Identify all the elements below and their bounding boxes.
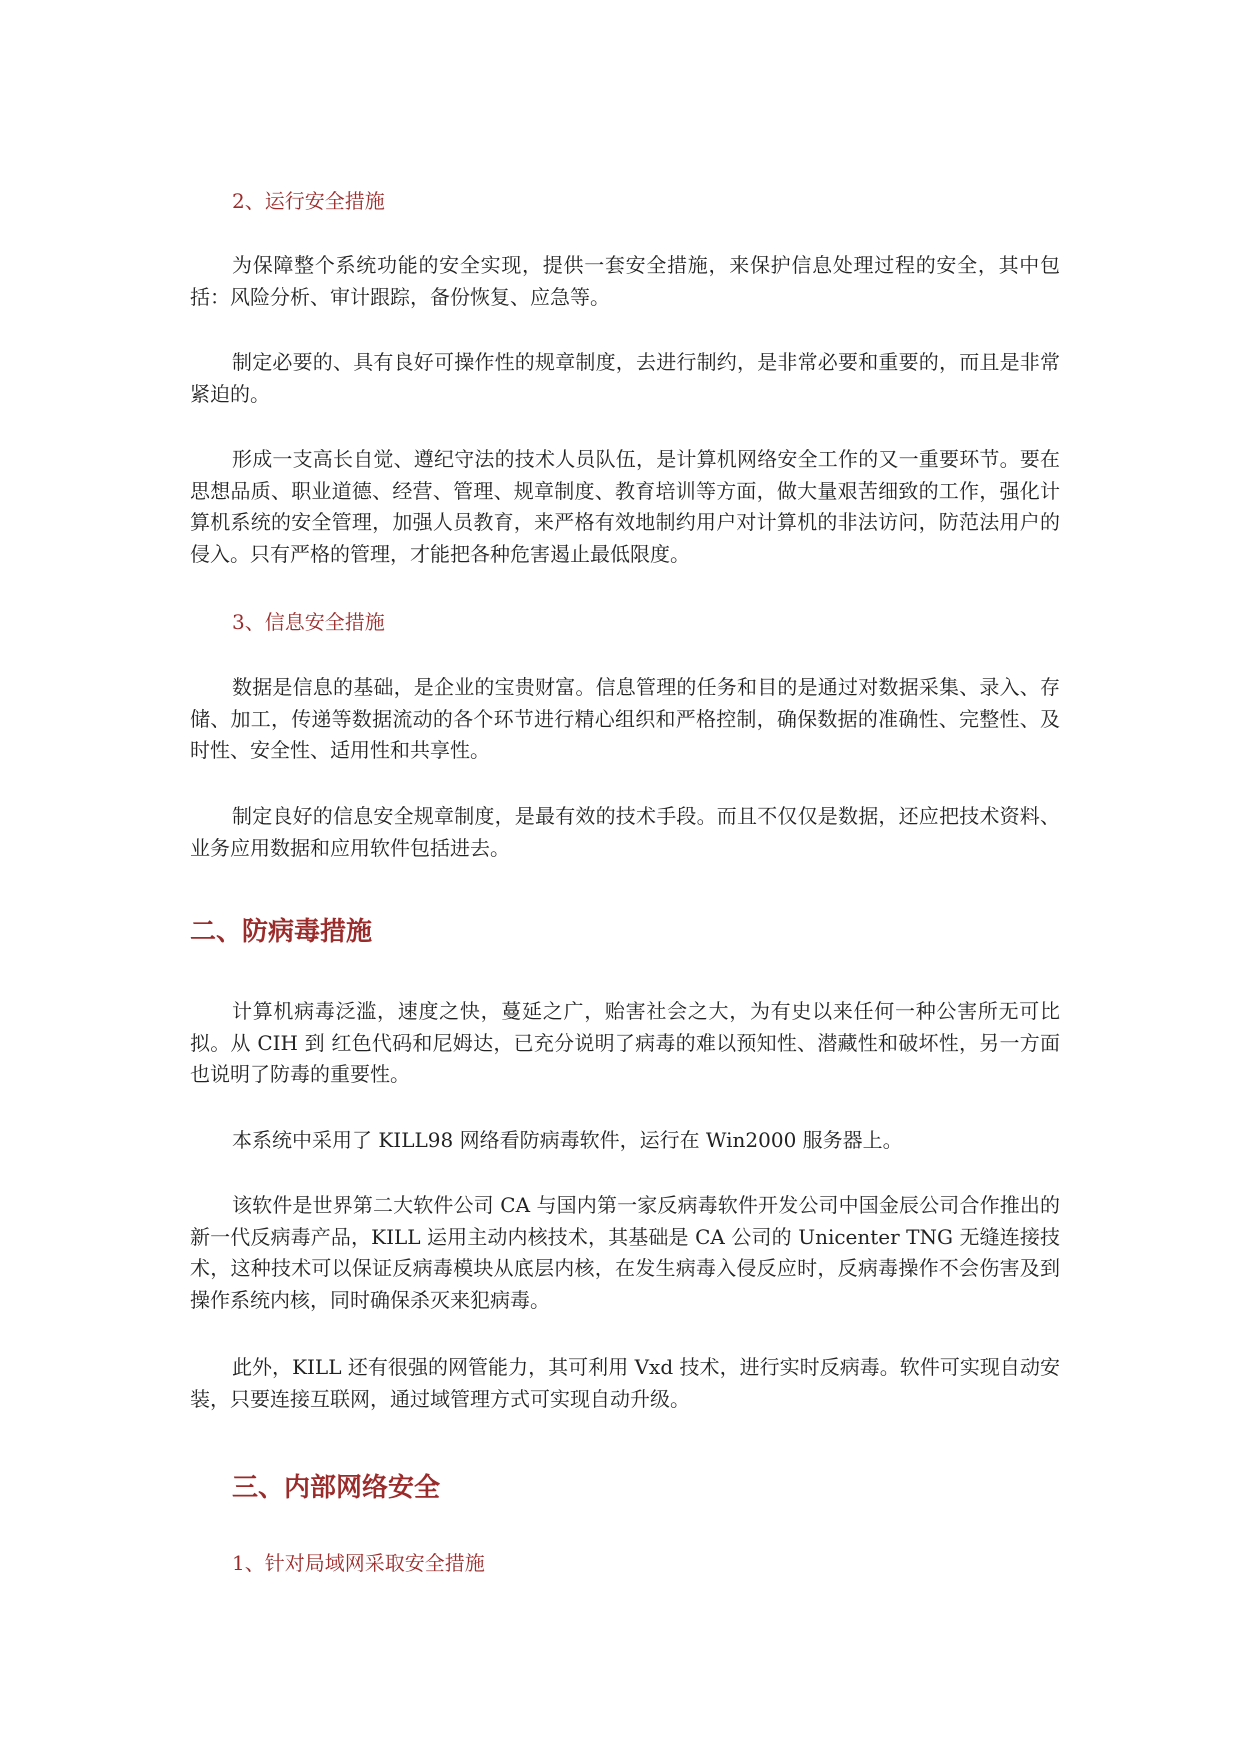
- paragraph-software-description: 该软件是世界第二大软件公司 CA 与国内第一家反病毒软件开发公司中国金辰公司合作推出的新一代反病毒产品，KILL 运用主动内核技术，其基础是 CA 公司的 Unicenter TNG 无缝连接技术，这种技术可以保证反病毒模块从底层内核，在发生病毒入侵反应时，反病毒操作不会伤害及到操作系统内核，同时确保杀灭来犯病毒。: [190, 1193, 1060, 1312]
- paragraph-network-management: 此外，KILL 还有很强的网管能力，其可利用 Vxd 技术，进行实时反病毒。软件可实现自动安装，只要连接互联网，通过域管理方式可实现自动升级。: [190, 1355, 1060, 1411]
- section-heading-antivirus: 二、防病毒措施: [190, 917, 373, 947]
- paragraph-kill98: 本系统中采用了 KILL98 网络看防病毒软件，运行在 Win2000 服务器上。: [232, 1128, 903, 1152]
- paragraph-staff-management: 形成一支高长自觉、遵纪守法的技术人员队伍，是计算机网络安全工作的又一重要环节。要在思想品质、职业道德、经营、管理、规章制度、教育培训等方面，做大量艰苦细致的工作，强化计算机系统的安全管理，加强人员教育，来严格有效地制约用户对计算机的非法访问，防范法用户的侵入。只有严格的管理，才能把各种危害遏止最低限度。: [190, 447, 1060, 566]
- subheading-operation-security: 2、运行安全措施: [232, 189, 385, 213]
- subheading-lan-security: 1、针对局域网采取安全措施: [232, 1551, 485, 1575]
- section-heading-internal-network: 三、内部网络安全: [232, 1473, 441, 1503]
- paragraph-security-measures: 为保障整个系统功能的安全实现，提供一套安全措施，来保护信息处理过程的安全，其中包括：风险分析、审计跟踪，备份恢复、应急等。: [190, 253, 1060, 309]
- subheading-information-security: 3、信息安全措施: [232, 610, 385, 634]
- paragraph-regulations: 制定必要的、具有良好可操作性的规章制度，去进行制约，是非常必要和重要的，而且是非常紧迫的。: [190, 350, 1060, 406]
- paragraph-data-management: 数据是信息的基础，是企业的宝贵财富。信息管理的任务和目的是通过对数据采集、录入、存储、加工，传递等数据流动的各个环节进行精心组织和严格控制，确保数据的准确性、完整性、及时性、安全性、适用性和共享性。: [190, 675, 1060, 762]
- paragraph-info-regulations: 制定良好的信息安全规章制度，是最有效的技术手段。而且不仅仅是数据，还应把技术资料、业务应用数据和应用软件包括进去。: [190, 804, 1060, 860]
- paragraph-virus-threat: 计算机病毒泛滥，速度之快，蔓延之广，贻害社会之大，为有史以来任何一种公害所无可比拟。从 CIH 到 红色代码和尼姆达，已充分说明了病毒的难以预知性、潜藏性和破坏性，另一方面也说明了防毒的重要性。: [190, 999, 1060, 1086]
